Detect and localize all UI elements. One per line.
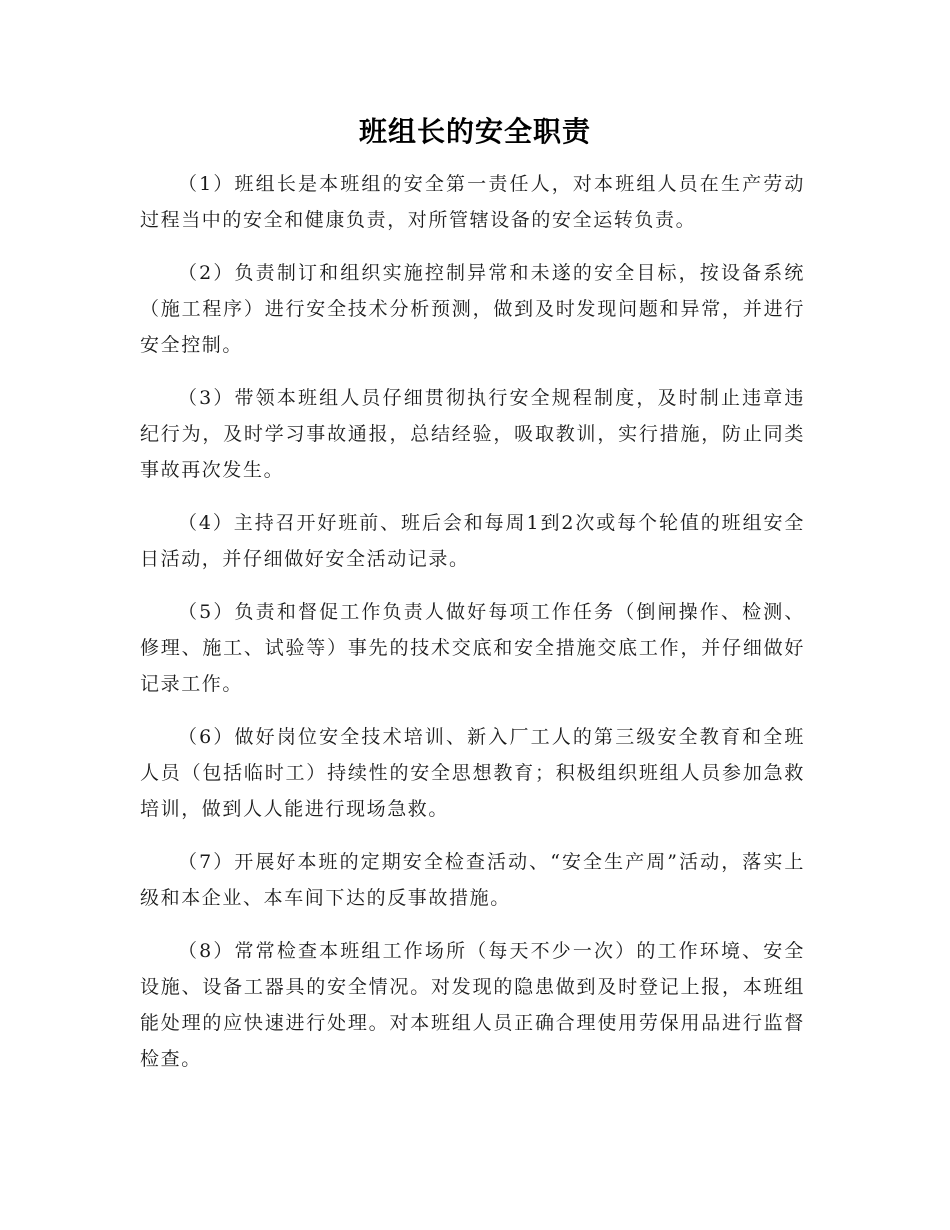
- paragraph-8: （8）常常检查本班组工作场所（每天不少一次）的工作环境、安全设施、设备工器具的安全情况。对发现的隐患做到及时登记上报，本班组能处理的应快速进行处理。对本班组人员正确合理使用劳保用品进行监督检查。: [140, 940, 805, 1070]
- paragraph-4: （4）主持召开好班前、班后会和每周1到2次或每个轮值的班组安全日活动，并仔细做好安全活动记录。: [140, 512, 805, 570]
- paragraph-6: （6）做好岗位安全技术培训、新入厂工人的第三级安全教育和全班人员（包括临时工）持续性的安全思想教育；积极组织班组人员参加急救培训，做到人人能进行现场急救。: [140, 726, 805, 820]
- document-body: [140, 166, 805, 1094]
- paragraph-7: （7）开展好本班的定期安全检查活动、“安全生产周”活动，落实上级和本企业、本车间下达的反事故措施。: [140, 851, 805, 909]
- paragraph-3: （3）带领本班组人员仔细贯彻执行安全规程制度，及时制止违章违纪行为，及时学习事故通报，总结经验，吸取教训，实行措施，防止同类事故再次发生。: [140, 387, 805, 481]
- paragraph-5: （5）负责和督促工作负责人做好每项工作任务（倒闸操作、检测、修理、施工、试验等）事先的技术交底和安全措施交底工作，并仔细做好记录工作。: [140, 601, 805, 695]
- paragraph-2: （2）负责制订和组织实施控制异常和未遂的安全目标，按设备系统（施工程序）进行安全技术分析预测，做到及时发现问题和异常，并进行安全控制。: [140, 262, 805, 356]
- document-title: 班组长的安全职责: [358, 115, 591, 148]
- paragraph-1: （1）班组长是本班组的安全第一责任人，对本班组人员在生产劳动过程当中的安全和健康负责，对所管辖设备的安全运转负责。: [140, 173, 805, 231]
